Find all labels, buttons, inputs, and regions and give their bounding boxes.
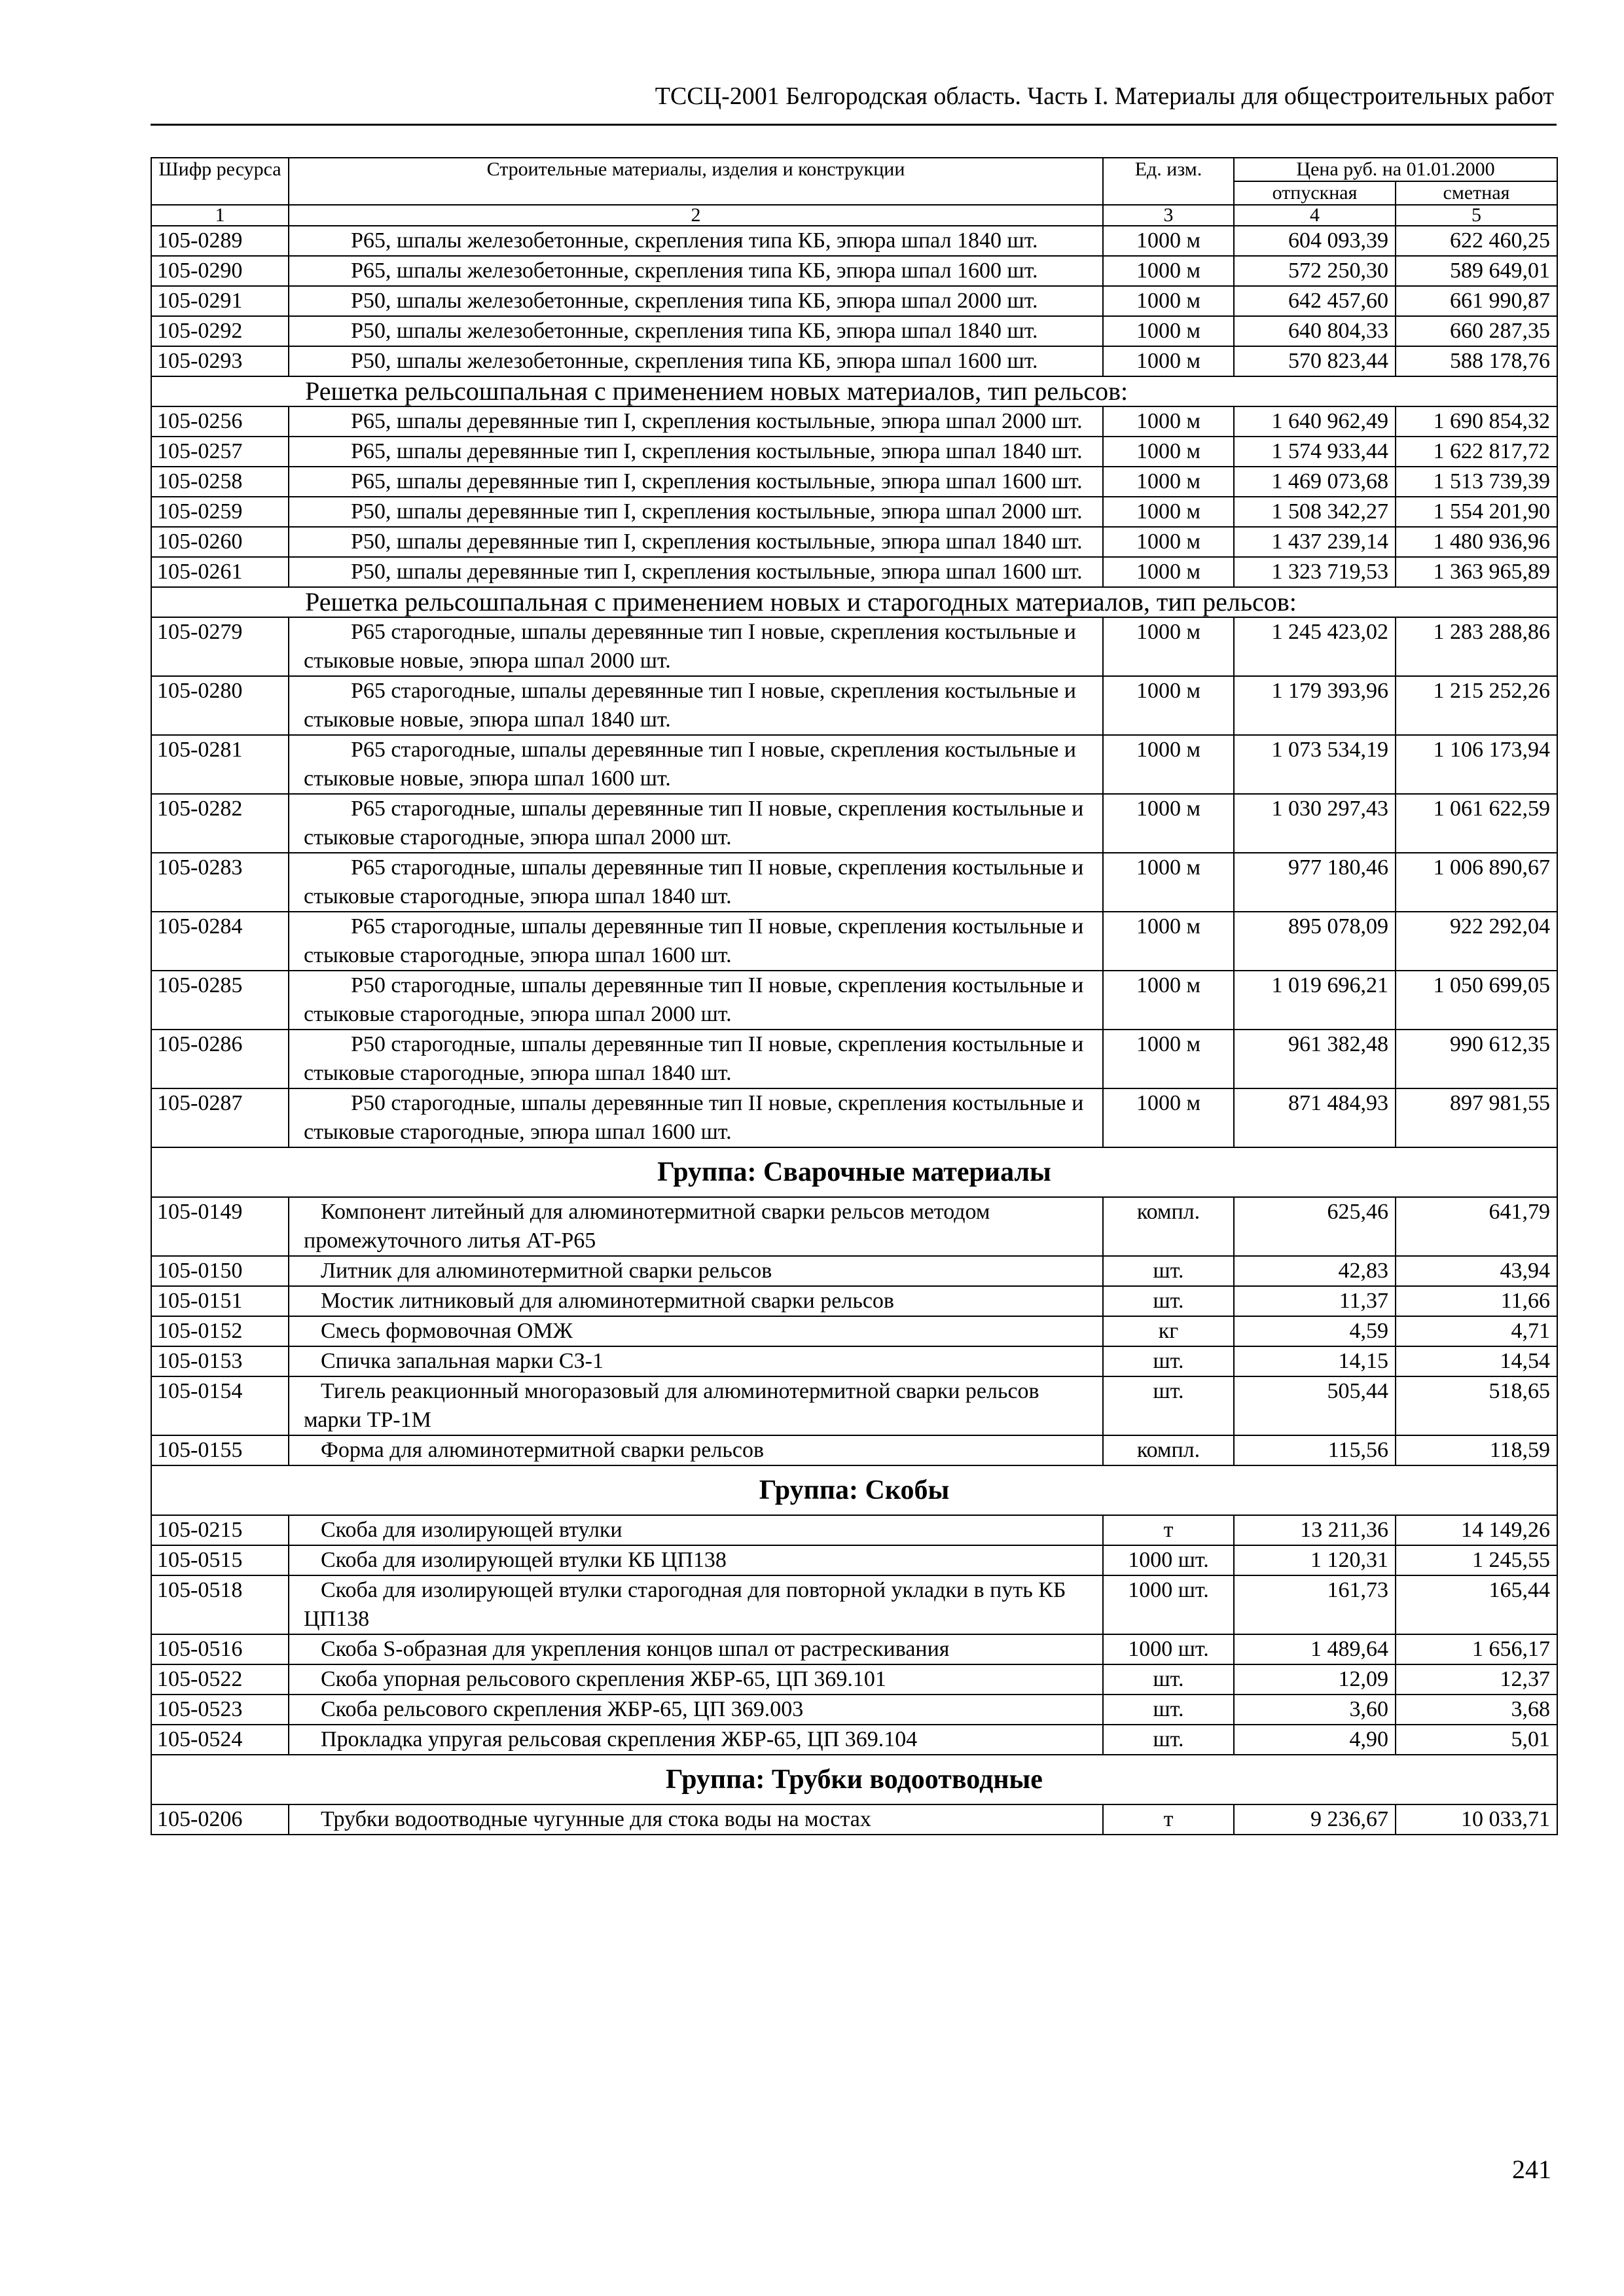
- estimate-price: 1 245,55: [1396, 1545, 1557, 1575]
- estimate-price: 12,37: [1396, 1664, 1557, 1695]
- material-name: Р65, шпалы деревянные тип I, скрепления костыльные, эпюра шпал 1600 шт.: [289, 467, 1103, 497]
- material-name: Р65 старогодные, шпалы деревянные тип I новые, скрепления костыльные и стыковые новые, эпюра шпал 1600 шт.: [289, 735, 1103, 794]
- release-price: 4,90: [1234, 1725, 1396, 1755]
- material-name: Р65, шпалы железобетонные, скрепления типа КБ, эпюра шпал 1600 шт.: [289, 256, 1103, 286]
- material-name: Р50 старогодные, шпалы деревянные тип II новые, скрепления костыльные и стыковые старогодные, эпюра шпал 2000 шт.: [289, 971, 1103, 1030]
- estimate-price: 1 363 965,89: [1396, 557, 1557, 587]
- material-name: Компонент литейный для алюминотермитной сварки рельсов методом промежуточного литья АТ-Р65: [289, 1197, 1103, 1256]
- resource-code: 105-0516: [151, 1634, 289, 1664]
- table-row: [151, 557, 1557, 587]
- estimate-price: 10 033,71: [1396, 1804, 1557, 1835]
- material-name: Р65, шпалы деревянные тип I, скрепления костыльные, эпюра шпал 1840 шт.: [289, 437, 1103, 467]
- material-name: Мостик литниковый для алюминотермитной сварки рельсов: [289, 1286, 1103, 1316]
- table-row: [151, 1088, 1557, 1147]
- material-name: Скоба для изолирующей втулки: [289, 1515, 1103, 1545]
- table-row: [151, 316, 1557, 346]
- subheading: Решетка рельсошпальная с применением новых и старогодных материалов, тип рельсов:: [151, 587, 1557, 617]
- material-name: Скоба для изолирующей втулки КБ ЦП138: [289, 1545, 1103, 1575]
- unit-cell: 1000 м: [1103, 406, 1234, 437]
- col-header-code: Шифр ресурса: [151, 158, 289, 205]
- table-row: [151, 1634, 1557, 1664]
- col-header-name: Строительные материалы, изделия и конструкции: [289, 158, 1103, 205]
- page-number: 241: [1512, 2155, 1551, 2184]
- resource-code: 105-0283: [151, 853, 289, 912]
- material-name: Р50 старогодные, шпалы деревянные тип II новые, скрепления костыльные и стыковые старогодные, эпюра шпал 1840 шт.: [289, 1030, 1103, 1088]
- release-price: 570 823,44: [1234, 346, 1396, 376]
- estimate-price: 1 513 739,39: [1396, 467, 1557, 497]
- material-name: Р50, шпалы железобетонные, скрепления типа КБ, эпюра шпал 1600 шт.: [289, 346, 1103, 376]
- page-header: ТССЦ-2001 Белгородская область. Часть I. Материалы для общестроительных работ: [151, 80, 1557, 126]
- release-price: 4,59: [1234, 1316, 1396, 1346]
- release-price: 11,37: [1234, 1286, 1396, 1316]
- resource-code: 105-0153: [151, 1346, 289, 1376]
- material-name: Спичка запальная марки СЗ-1: [289, 1346, 1103, 1376]
- unit-cell: 1000 шт.: [1103, 1575, 1234, 1634]
- release-price: 505,44: [1234, 1376, 1396, 1435]
- resource-code: 105-0154: [151, 1376, 289, 1435]
- unit-cell: 1000 м: [1103, 467, 1234, 497]
- unit-cell: 1000 м: [1103, 226, 1234, 256]
- material-name: Скоба S-образная для укрепления концов шпал от растрескивания: [289, 1634, 1103, 1664]
- col-number: 1: [151, 205, 289, 226]
- release-price: 640 804,33: [1234, 316, 1396, 346]
- release-price: 1 640 962,49: [1234, 406, 1396, 437]
- estimate-price: 588 178,76: [1396, 346, 1557, 376]
- resource-code: 105-0284: [151, 912, 289, 971]
- estimate-price: 589 649,01: [1396, 256, 1557, 286]
- material-name: Р65 старогодные, шпалы деревянные тип I новые, скрепления костыльные и стыковые новые, эпюра шпал 2000 шт.: [289, 617, 1103, 676]
- estimate-price: 43,94: [1396, 1256, 1557, 1286]
- estimate-price: 165,44: [1396, 1575, 1557, 1634]
- material-name: Р50, шпалы железобетонные, скрепления типа КБ, эпюра шпал 2000 шт.: [289, 286, 1103, 316]
- material-name: Скоба рельсового скрепления ЖБР-65, ЦП 369.003: [289, 1695, 1103, 1725]
- resource-code: 105-0279: [151, 617, 289, 676]
- table-row: [151, 1346, 1557, 1376]
- table-row: [151, 1376, 1557, 1435]
- estimate-price: 1 656,17: [1396, 1634, 1557, 1664]
- release-price: 961 382,48: [1234, 1030, 1396, 1088]
- estimate-price: 11,66: [1396, 1286, 1557, 1316]
- resource-code: 105-0152: [151, 1316, 289, 1346]
- resource-code: 105-0261: [151, 557, 289, 587]
- unit-cell: 1000 м: [1103, 497, 1234, 527]
- resource-price-table: [151, 157, 1558, 1835]
- col-number: 3: [1103, 205, 1234, 226]
- material-name: Прокладка упругая рельсовая скрепления ЖБР-65, ЦП 369.104: [289, 1725, 1103, 1755]
- unit-cell: компл.: [1103, 1435, 1234, 1465]
- resource-code: 105-0518: [151, 1575, 289, 1634]
- resource-code: 105-0292: [151, 316, 289, 346]
- table-row: [151, 676, 1557, 735]
- group-heading: Группа: Сварочные материалы: [151, 1147, 1557, 1197]
- material-name: Трубки водоотводные чугунные для стока воды на мостах: [289, 1804, 1103, 1835]
- unit-cell: т: [1103, 1515, 1234, 1545]
- unit-cell: 1000 м: [1103, 853, 1234, 912]
- material-name: Р50 старогодные, шпалы деревянные тип II новые, скрепления костыльные и стыковые старогодные, эпюра шпал 1600 шт.: [289, 1088, 1103, 1147]
- release-price: 1 179 393,96: [1234, 676, 1396, 735]
- unit-cell: 1000 м: [1103, 794, 1234, 853]
- unit-cell: шт.: [1103, 1376, 1234, 1435]
- table-row: [151, 226, 1557, 256]
- unit-cell: шт.: [1103, 1286, 1234, 1316]
- release-price: 1 073 534,19: [1234, 735, 1396, 794]
- unit-cell: 1000 шт.: [1103, 1545, 1234, 1575]
- release-price: 572 250,30: [1234, 256, 1396, 286]
- unit-cell: 1000 м: [1103, 735, 1234, 794]
- estimate-price: 14,54: [1396, 1346, 1557, 1376]
- table-row: [151, 912, 1557, 971]
- resource-code: 105-0150: [151, 1256, 289, 1286]
- release-price: 3,60: [1234, 1695, 1396, 1725]
- estimate-price: 1 480 936,96: [1396, 527, 1557, 557]
- release-price: 1 019 696,21: [1234, 971, 1396, 1030]
- resource-code: 105-0291: [151, 286, 289, 316]
- resource-code: 105-0280: [151, 676, 289, 735]
- estimate-price: 4,71: [1396, 1316, 1557, 1346]
- estimate-price: 1 622 817,72: [1396, 437, 1557, 467]
- unit-cell: т: [1103, 1804, 1234, 1835]
- resource-code: 105-0260: [151, 527, 289, 557]
- estimate-price: 518,65: [1396, 1376, 1557, 1435]
- resource-code: 105-0257: [151, 437, 289, 467]
- unit-cell: 1000 м: [1103, 557, 1234, 587]
- table-row: [151, 1030, 1557, 1088]
- table-head: [151, 158, 1557, 226]
- material-name: Скоба упорная рельсового скрепления ЖБР-65, ЦП 369.101: [289, 1664, 1103, 1695]
- table-row: [151, 1316, 1557, 1346]
- estimate-price: 990 612,35: [1396, 1030, 1557, 1088]
- table-body: [151, 226, 1557, 1835]
- material-name: Р50, шпалы деревянные тип I, скрепления костыльные, эпюра шпал 1840 шт.: [289, 527, 1103, 557]
- release-price: 9 236,67: [1234, 1804, 1396, 1835]
- unit-cell: кг: [1103, 1316, 1234, 1346]
- table-row: [151, 853, 1557, 912]
- col-header-price: Цена руб. на 01.01.2000: [1234, 158, 1557, 181]
- unit-cell: 1000 м: [1103, 437, 1234, 467]
- estimate-price: 1 690 854,32: [1396, 406, 1557, 437]
- release-price: 1 030 297,43: [1234, 794, 1396, 853]
- resource-code: 105-0259: [151, 497, 289, 527]
- group-heading: Группа: Трубки водоотводные: [151, 1755, 1557, 1804]
- estimate-price: 1 061 622,59: [1396, 794, 1557, 853]
- table-row: [151, 1197, 1557, 1256]
- material-name: Р50, шпалы деревянные тип I, скрепления костыльные, эпюра шпал 2000 шт.: [289, 497, 1103, 527]
- table-row: [151, 1575, 1557, 1634]
- estimate-price: 1 215 252,26: [1396, 676, 1557, 735]
- release-price: 1 508 342,27: [1234, 497, 1396, 527]
- release-price: 1 469 073,68: [1234, 467, 1396, 497]
- unit-cell: 1000 м: [1103, 912, 1234, 971]
- subheading-row: [151, 376, 1557, 406]
- unit-cell: 1000 м: [1103, 1030, 1234, 1088]
- estimate-price: 1 050 699,05: [1396, 971, 1557, 1030]
- release-price: 161,73: [1234, 1575, 1396, 1634]
- subheading: Решетка рельсошпальная с применением новых материалов, тип рельсов:: [151, 376, 1557, 406]
- release-price: 42,83: [1234, 1256, 1396, 1286]
- release-price: 895 078,09: [1234, 912, 1396, 971]
- release-price: 977 180,46: [1234, 853, 1396, 912]
- material-name: Скоба для изолирующей втулки старогодная для повторной укладки в путь КБ ЦП138: [289, 1575, 1103, 1634]
- material-name: Р65 старогодные, шпалы деревянные тип II новые, скрепления костыльные и стыковые старогодные, эпюра шпал 1840 шт.: [289, 853, 1103, 912]
- resource-code: 105-0515: [151, 1545, 289, 1575]
- table-row: [151, 286, 1557, 316]
- release-price: 1 574 933,44: [1234, 437, 1396, 467]
- resource-code: 105-0256: [151, 406, 289, 437]
- table-row: [151, 1804, 1557, 1835]
- estimate-price: 660 287,35: [1396, 316, 1557, 346]
- resource-code: 105-0151: [151, 1286, 289, 1316]
- material-name: Тигель реакционный многоразовый для алюминотермитной сварки рельсов марки ТР-1М: [289, 1376, 1103, 1435]
- group-heading-row: [151, 1465, 1557, 1515]
- unit-cell: компл.: [1103, 1197, 1234, 1256]
- unit-cell: 1000 м: [1103, 316, 1234, 346]
- unit-cell: шт.: [1103, 1256, 1234, 1286]
- table-row: [151, 1695, 1557, 1725]
- table-row: [151, 1725, 1557, 1755]
- table-row: [151, 1664, 1557, 1695]
- resource-code: 105-0524: [151, 1725, 289, 1755]
- resource-code: 105-0149: [151, 1197, 289, 1256]
- resource-code: 105-0289: [151, 226, 289, 256]
- estimate-price: 5,01: [1396, 1725, 1557, 1755]
- table-row: [151, 971, 1557, 1030]
- estimate-price: 661 990,87: [1396, 286, 1557, 316]
- release-price: 1 437 239,14: [1234, 527, 1396, 557]
- unit-cell: 1000 шт.: [1103, 1634, 1234, 1664]
- release-price: 642 457,60: [1234, 286, 1396, 316]
- unit-cell: шт.: [1103, 1725, 1234, 1755]
- estimate-price: 1 283 288,86: [1396, 617, 1557, 676]
- col-number: 4: [1234, 205, 1396, 226]
- estimate-price: 1 006 890,67: [1396, 853, 1557, 912]
- resource-code: 105-0523: [151, 1695, 289, 1725]
- release-price: 1 489,64: [1234, 1634, 1396, 1664]
- estimate-price: 641,79: [1396, 1197, 1557, 1256]
- group-heading-row: [151, 1755, 1557, 1804]
- material-name: Р50, шпалы деревянные тип I, скрепления костыльные, эпюра шпал 1600 шт.: [289, 557, 1103, 587]
- resource-code: 105-0215: [151, 1515, 289, 1545]
- col-header-release: отпускная: [1234, 181, 1396, 205]
- material-name: Р65, шпалы деревянные тип I, скрепления костыльные, эпюра шпал 2000 шт.: [289, 406, 1103, 437]
- table-row: [151, 735, 1557, 794]
- estimate-price: 3,68: [1396, 1695, 1557, 1725]
- resource-code: 105-0258: [151, 467, 289, 497]
- unit-cell: 1000 м: [1103, 617, 1234, 676]
- resource-code: 105-0206: [151, 1804, 289, 1835]
- unit-cell: 1000 м: [1103, 971, 1234, 1030]
- release-price: 1 323 719,53: [1234, 557, 1396, 587]
- table-row: [151, 256, 1557, 286]
- release-price: 12,09: [1234, 1664, 1396, 1695]
- release-price: 13 211,36: [1234, 1515, 1396, 1545]
- estimate-price: 1 106 173,94: [1396, 735, 1557, 794]
- table-row: [151, 1515, 1557, 1545]
- release-price: 604 093,39: [1234, 226, 1396, 256]
- estimate-price: 922 292,04: [1396, 912, 1557, 971]
- material-name: Форма для алюминотермитной сварки рельсов: [289, 1435, 1103, 1465]
- release-price: 115,56: [1234, 1435, 1396, 1465]
- unit-cell: 1000 м: [1103, 256, 1234, 286]
- group-heading: Группа: Скобы: [151, 1465, 1557, 1515]
- estimate-price: 622 460,25: [1396, 226, 1557, 256]
- material-name: Р65 старогодные, шпалы деревянные тип I новые, скрепления костыльные и стыковые новые, эпюра шпал 1840 шт.: [289, 676, 1103, 735]
- table-row: [151, 794, 1557, 853]
- group-heading-row: [151, 1147, 1557, 1197]
- resource-code: 105-0281: [151, 735, 289, 794]
- unit-cell: шт.: [1103, 1346, 1234, 1376]
- estimate-price: 14 149,26: [1396, 1515, 1557, 1545]
- resource-code: 105-0285: [151, 971, 289, 1030]
- resource-code: 105-0282: [151, 794, 289, 853]
- release-price: 625,46: [1234, 1197, 1396, 1256]
- material-name: Смесь формовочная ОМЖ: [289, 1316, 1103, 1346]
- col-number: 5: [1396, 205, 1557, 226]
- unit-cell: шт.: [1103, 1695, 1234, 1725]
- unit-cell: 1000 м: [1103, 286, 1234, 316]
- release-price: 14,15: [1234, 1346, 1396, 1376]
- resource-code: 105-0290: [151, 256, 289, 286]
- col-header-unit: Ед. изм.: [1103, 158, 1234, 205]
- resource-code: 105-0155: [151, 1435, 289, 1465]
- table-row: [151, 1256, 1557, 1286]
- table-row: [151, 497, 1557, 527]
- subheading-row: [151, 587, 1557, 617]
- col-header-estimate: сметная: [1396, 181, 1557, 205]
- table-row: [151, 437, 1557, 467]
- material-name: Р65 старогодные, шпалы деревянные тип II новые, скрепления костыльные и стыковые старогодные, эпюра шпал 1600 шт.: [289, 912, 1103, 971]
- release-price: 1 120,31: [1234, 1545, 1396, 1575]
- col-number: 2: [289, 205, 1103, 226]
- table-row: [151, 406, 1557, 437]
- unit-cell: 1000 м: [1103, 676, 1234, 735]
- table-row: [151, 617, 1557, 676]
- unit-cell: 1000 м: [1103, 346, 1234, 376]
- resource-code: 105-0522: [151, 1664, 289, 1695]
- resource-code: 105-0287: [151, 1088, 289, 1147]
- table-row: [151, 1286, 1557, 1316]
- unit-cell: 1000 м: [1103, 527, 1234, 557]
- table-row: [151, 1545, 1557, 1575]
- release-price: 871 484,93: [1234, 1088, 1396, 1147]
- estimate-price: 897 981,55: [1396, 1088, 1557, 1147]
- release-price: 1 245 423,02: [1234, 617, 1396, 676]
- material-name: Литник для алюминотермитной сварки рельсов: [289, 1256, 1103, 1286]
- resource-code: 105-0286: [151, 1030, 289, 1088]
- material-name: Р65, шпалы железобетонные, скрепления типа КБ, эпюра шпал 1840 шт.: [289, 226, 1103, 256]
- estimate-price: 118,59: [1396, 1435, 1557, 1465]
- estimate-price: 1 554 201,90: [1396, 497, 1557, 527]
- unit-cell: шт.: [1103, 1664, 1234, 1695]
- material-name: Р50, шпалы железобетонные, скрепления типа КБ, эпюра шпал 1840 шт.: [289, 316, 1103, 346]
- unit-cell: 1000 м: [1103, 1088, 1234, 1147]
- material-name: Р65 старогодные, шпалы деревянные тип II новые, скрепления костыльные и стыковые старогодные, эпюра шпал 2000 шт.: [289, 794, 1103, 853]
- table-row: [151, 1435, 1557, 1465]
- table-row: [151, 346, 1557, 376]
- table-row: [151, 467, 1557, 497]
- table-row: [151, 527, 1557, 557]
- resource-code: 105-0293: [151, 346, 289, 376]
